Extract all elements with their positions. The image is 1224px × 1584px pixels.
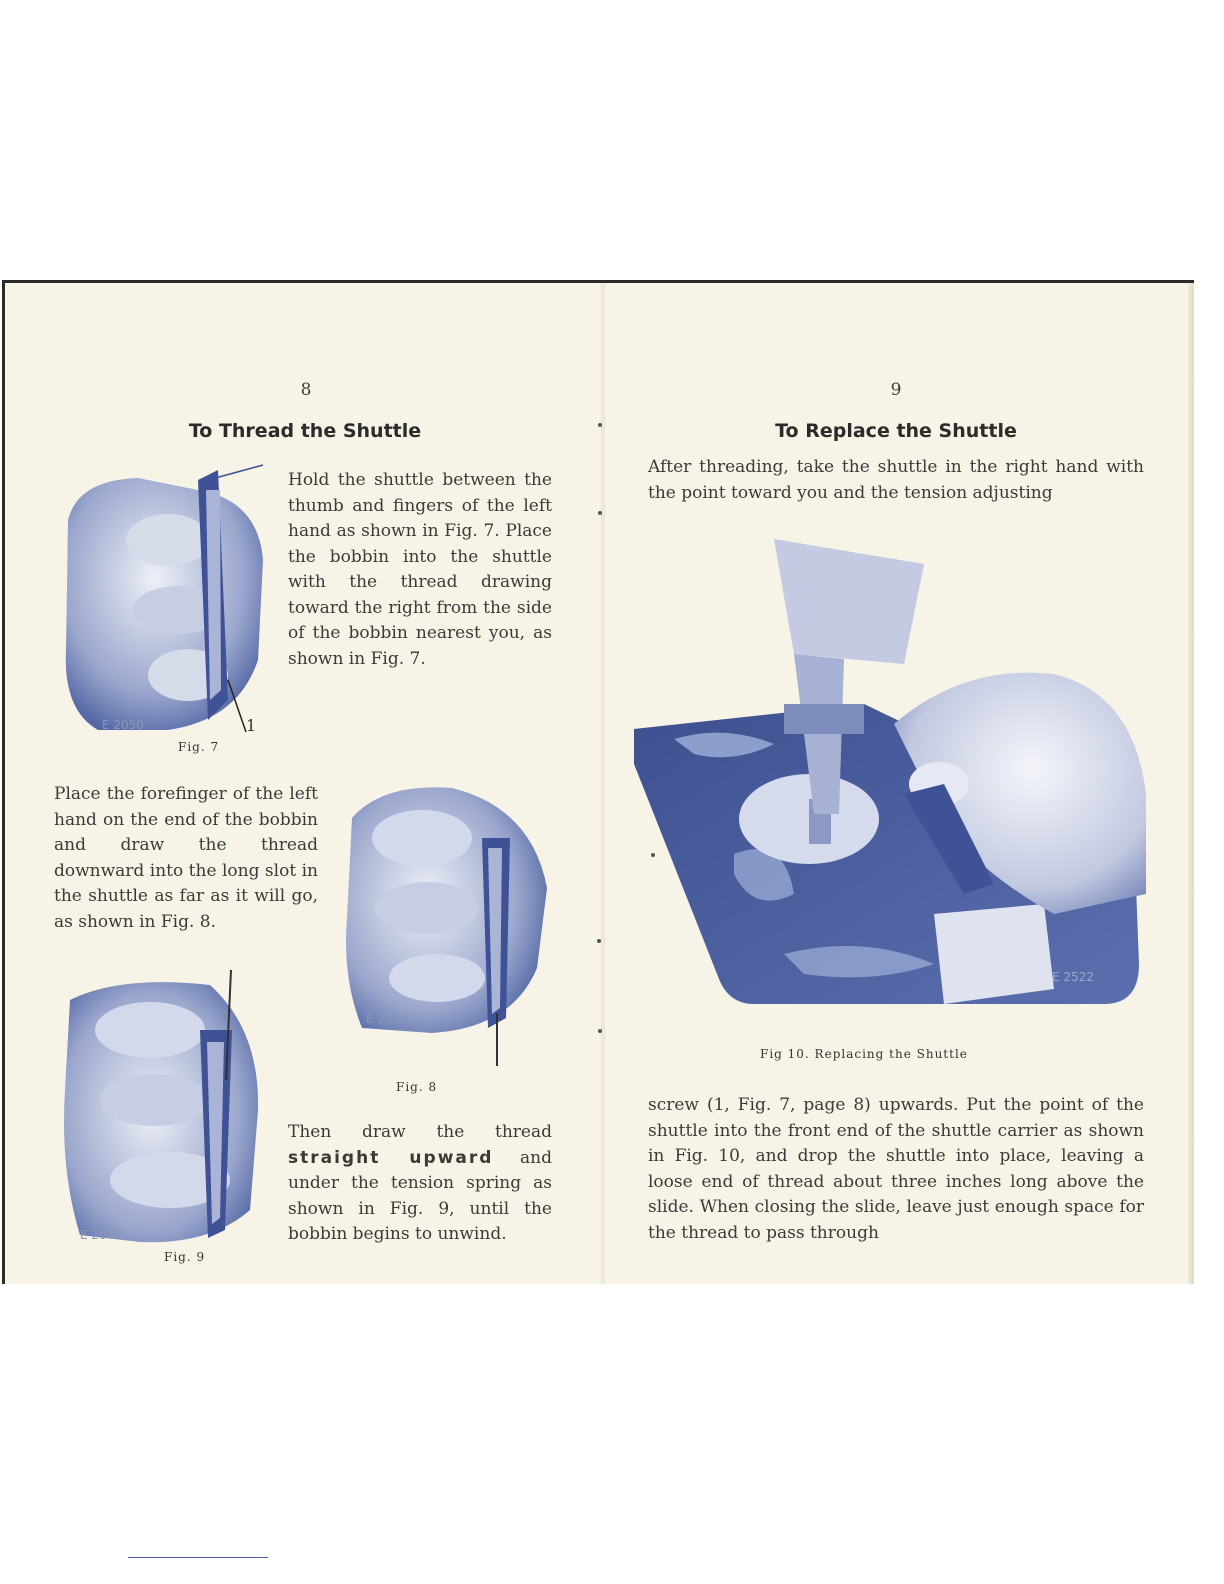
book-gutter: [601, 283, 605, 1284]
fig10-caption: Fig 10. Replacing the Shuttle: [760, 1047, 968, 1061]
binding-dot: [598, 511, 602, 515]
binding-dot: [598, 423, 602, 427]
page-edge: [1188, 283, 1194, 1284]
page-number-right: 9: [890, 380, 902, 400]
fig9-caption: Fig. 9: [164, 1250, 206, 1264]
para-prefix: Then draw the thread: [288, 1122, 552, 1142]
binding-dot: [597, 939, 601, 943]
page-number-left: 8: [300, 380, 312, 400]
fig9-illustration: [60, 970, 260, 1250]
binding-dot: [598, 1029, 602, 1033]
para-draw-thread-upward: [288, 1120, 552, 1248]
fig10-illustration: [634, 534, 1146, 1012]
para-after-threading: After threading, take the shuttle in the right hand with the point toward you and the tension adjusting: [648, 457, 1144, 503]
para-place-forefinger: Place the forefinger of the left hand on the end of the bobbin and draw the thread downward into the long slot in the shuttle as far as it will go, as shown in Fig. 8.: [54, 784, 318, 932]
heading-thread-shuttle: To Thread the Shuttle: [188, 420, 422, 442]
footer-rule: [128, 1557, 268, 1558]
fig8-plate-number: E 2047: [366, 1012, 408, 1026]
para-suffix: and under the tension spring as shown in Fig. 9, until the bobbin begins to unwind.: [288, 1147, 552, 1244]
fig7-illustration: [58, 460, 268, 740]
fig7-caption: Fig. 7: [178, 740, 220, 754]
para-bold-emphasis: straight upward: [288, 1147, 494, 1168]
para-screw-upwards: screw (1, Fig. 7, page 8) upwards. Put the point of the shuttle into the front end of the shuttle carrier as shown in Fig. 10, and drop the shuttle into place, leaving a loose end of thread about three inches long above the slide. When closing the slide, leave just enough space for the thread to pass through: [648, 1095, 1144, 1243]
para-hold-shuttle: Hold the shuttle between the thumb and fingers of the left hand as shown in Fig. 7. Place the bobbin into the shuttle with the thread drawing toward the right from the side of the bobbin nearest you, as shown in Fig. 7.: [288, 470, 552, 669]
fig7-plate-number: E 2050: [102, 718, 144, 732]
fig10-plate-number: E 2522: [1052, 970, 1094, 984]
fig7-callout: 1: [246, 716, 257, 735]
heading-replace-shuttle: To Replace the Shuttle: [775, 420, 1017, 442]
fig8-caption: Fig. 8: [396, 1080, 438, 1094]
fig9-plate-number: E 2046: [80, 1228, 122, 1242]
